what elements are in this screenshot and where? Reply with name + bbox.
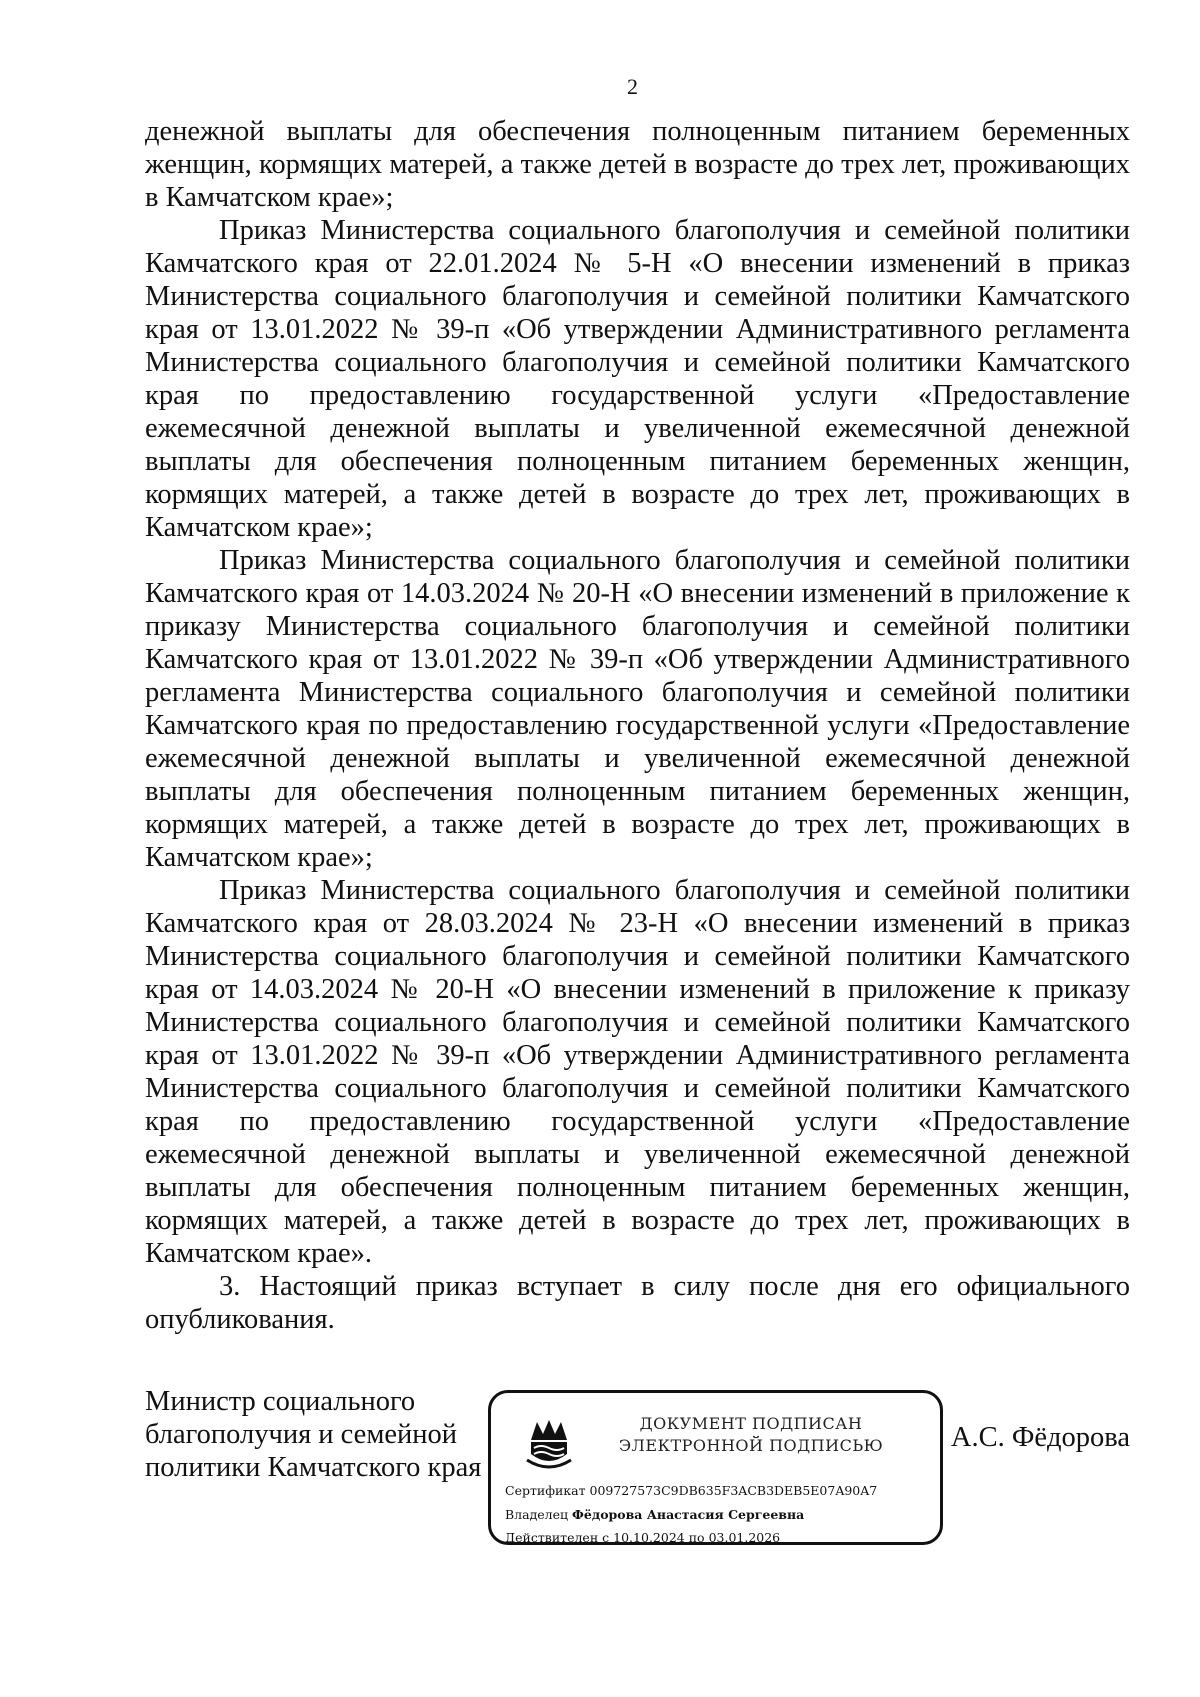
stamp-owner: [505, 1507, 804, 1522]
paragraph-continuation: денежной выплаты для обеспечения полноценным питанием беременных женщин, кормящих матерей, а также детей в возрасте до трех лет, проживающих в Камчатском крае»;: [145, 116, 1130, 213]
document-body: [145, 115, 1130, 1336]
page-number: 2: [627, 74, 638, 99]
validity-to-word: по: [688, 1530, 705, 1545]
validity-from-date: 10.10.2024: [613, 1530, 685, 1545]
signer-name: А.С. Фёдорова: [950, 1422, 1130, 1453]
signer-position-line: политики Камчатского края: [145, 1452, 482, 1483]
stamp-heading-line: ЭЛЕКТРОННОЙ ПОДПИСЬЮ: [618, 1436, 884, 1455]
stamp-heading: [601, 1413, 901, 1457]
validity-to-date: 03.01.2026: [708, 1530, 781, 1545]
owner-value: Фёдорова Анастасия Сергеевна: [572, 1507, 805, 1522]
certificate-value: 009727573C9DB635F3ACB3DEB5E07A90A7: [589, 1483, 878, 1498]
kamchatka-coat-of-arms-icon: [525, 1418, 573, 1470]
signature-block: [145, 1385, 1130, 1545]
validity-label: Действителен: [505, 1530, 599, 1545]
stamp-heading-line: ДОКУМЕНТ ПОДПИСАН: [639, 1414, 863, 1433]
owner-label: Владелец: [505, 1507, 569, 1522]
signer-position: [145, 1385, 505, 1484]
paragraph-order-23n: Приказ Министерства социального благополучия и семейной политики Камчатского края от 28.03.2024 № 23-Н «О внесении изменений в приказ Министерства социального благополучия и семейной политики Камчатского края от 14.03.2024 № 20-Н «О внесении изменений в приложение к приказу Министерства социального благополучия и семейной политики Камчатского края от 13.01.2022 № 39-п «Об утверждении Административного регламента Министерства социального благополучия и семейной политики Камчатского края по предоставлению государственной услуги «Предоставление ежемесячной денежной выплаты и увеличенной ежемесячной денежной выплаты для обеспечения полноценным питанием беременных женщин, кормящих матерей, а также детей в возрасте до трех лет, проживающих в Камчатском крае».: [145, 875, 1130, 1269]
electronic-signature-stamp: [488, 1390, 943, 1545]
paragraph-effective-date: 3. Настоящий приказ вступает в силу после дня его официального опубликования.: [145, 1271, 1130, 1335]
stamp-validity: [505, 1530, 780, 1545]
certificate-label: Сертификат: [505, 1483, 586, 1498]
stamp-certificate: [505, 1483, 877, 1498]
paragraph-order-20n: Приказ Министерства социального благополучия и семейной политики Камчатского края от 14.03.2024 № 20-Н «О внесении изменений в приложение к приказу Министерства социального благополучия и семейной политики Камчатского края от 13.01.2022 № 39-п «Об утверждении Административного регламента Министерства социального благополучия и семейной политики Камчатского края по предоставлению государственной услуги «Предоставление ежемесячной денежной выплаты и увеличенной ежемесячной денежной выплаты для обеспечения полноценным питанием беременных женщин, кормящих матерей, а также детей в возрасте до трех лет, проживающих в Камчатском крае»;: [145, 545, 1130, 873]
validity-from-word: с: [602, 1530, 610, 1545]
signer-position-line: Министр социального: [145, 1386, 416, 1417]
signer-position-line: благополучия и семейной: [145, 1419, 458, 1450]
paragraph-order-5n: Приказ Министерства социального благополучия и семейной политики Камчатского края от 22.01.2024 № 5-Н «О внесении изменений в приказ Министерства социального благополучия и семейной политики Камчатского края от 13.01.2022 № 39-п «Об утверждении Административного регламента Министерства социального благополучия и семейной политики Камчатского края по предоставлению государственной услуги «Предоставление ежемесячной денежной выплаты и увеличенной ежемесячной денежной выплаты для обеспечения полноценным питанием беременных женщин, кормящих матерей, а также детей в возрасте до трех лет, проживающих в Камчатском крае»;: [145, 215, 1130, 543]
